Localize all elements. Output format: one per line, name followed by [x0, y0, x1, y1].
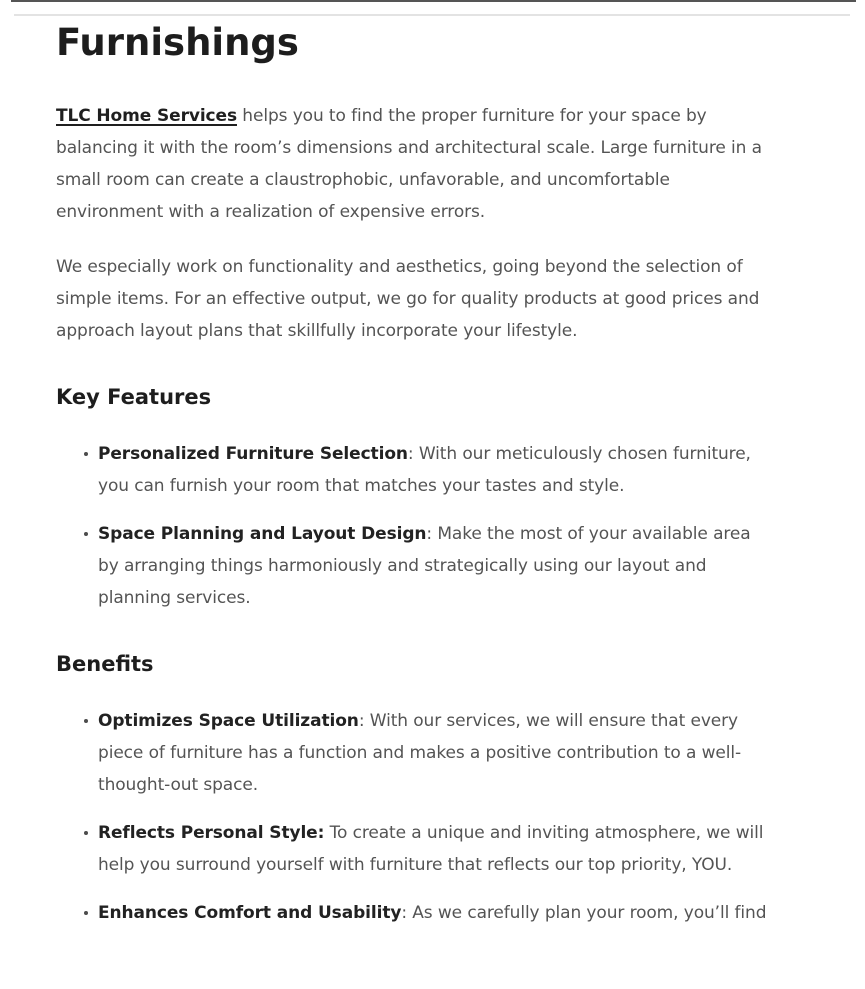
list-item-lead: Space Planning and Layout Design — [98, 524, 427, 544]
list-item-text: To create a unique and inviting atmosphere, we will help you surround yourself with furniture that reflects our top priority, YOU. — [98, 823, 764, 875]
bullet-icon — [84, 719, 88, 723]
list-item-text: : With our services, we will ensure that every piece of furniture has a function and makes a positive contribution to a well-thought-out space. — [98, 711, 742, 795]
intro-paragraph-text: helps you to find the proper furniture for your space by balancing it with the room’s dimensions and architectural scale. Large furniture in a small room can create a claustrophobic, unfavorable, and uncomfortable environment with a realization of expensive errors. — [56, 106, 762, 222]
bullet-icon — [84, 831, 88, 835]
key-features-list — [56, 438, 771, 614]
list-item-text: : Make the most of your available area by arranging things harmoniously and strategically using our layout and planning services. — [98, 524, 751, 608]
intro-paragraph — [56, 100, 771, 228]
key-features-heading: Key Features — [56, 385, 212, 409]
list-item — [56, 518, 771, 614]
bullet-icon — [84, 452, 88, 456]
list-item-lead: Optimizes Space Utilization — [98, 711, 359, 731]
list-item-lead: Personalized Furniture Selection — [98, 444, 408, 464]
bullet-icon — [84, 532, 88, 536]
article-content — [56, 0, 771, 945]
list-item-text: : As we carefully plan your room, you’ll find — [401, 903, 767, 923]
list-item-text: : With our meticulously chosen furniture, you can furnish your room that matches your tastes and style. — [98, 444, 751, 496]
second-paragraph: We especially work on functionality and aesthetics, going beyond the selection of simple items. For an effective output, we go for quality products at good prices and approach layout plans that skillfully incorporate your lifestyle. — [56, 257, 760, 341]
list-item-lead: Reflects Personal Style: — [98, 823, 325, 843]
benefits-heading: Benefits — [56, 652, 154, 676]
list-item — [56, 438, 771, 502]
bullet-icon — [84, 911, 88, 915]
page-title: Furnishings — [56, 21, 299, 64]
list-item — [56, 897, 771, 929]
benefits-list — [56, 705, 771, 929]
list-item-lead: Enhances Comfort and Usability — [98, 903, 402, 923]
list-item — [56, 817, 771, 881]
tlc-home-services-link[interactable]: TLC Home Services — [56, 106, 237, 126]
list-item — [56, 705, 771, 801]
